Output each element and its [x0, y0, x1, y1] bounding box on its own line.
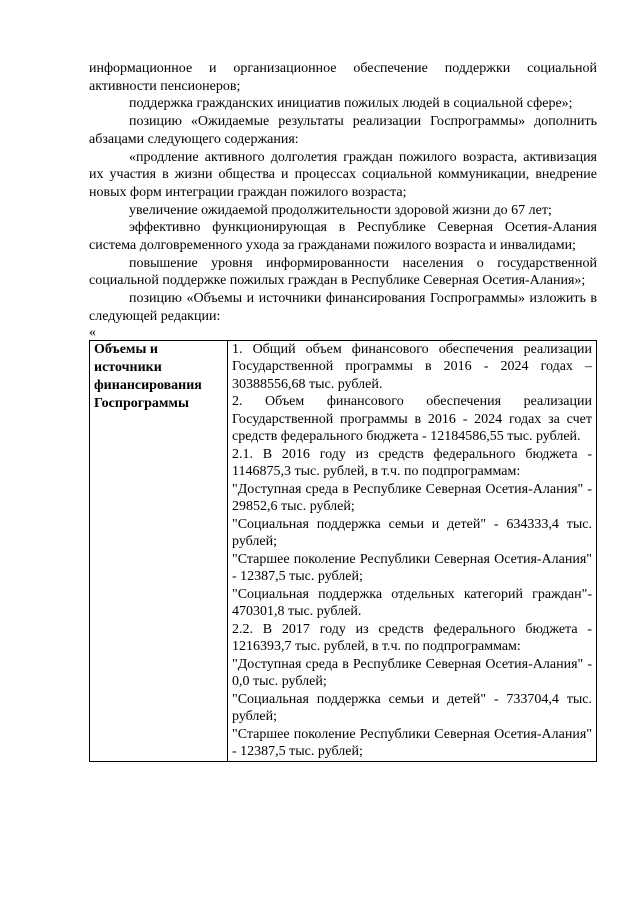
- paragraph: увеличение ожидаемой продолжительности здоровой жизни до 67 лет;: [129, 202, 552, 218]
- financing-table: [89, 340, 597, 762]
- list-item: "Старшее поколение Республики Северная Осетия-Алания" - 12387,5 тыс. рублей;: [232, 726, 592, 760]
- paragraph: позицию «Ожидаемые результаты реализации Госпрограммы» дополнить абзацами следующего содержания:: [89, 114, 597, 147]
- list-item: "Доступная среда в Республике Северная Осетия-Алания" - 29852,6 тыс. рублей;: [232, 481, 592, 515]
- paragraph: поддержка гражданских инициатив пожилых людей в социальной сфере»;: [129, 96, 573, 112]
- list-item: 1. Общий объем финансового обеспечения реализации Государственной программы в 2016 - 2024 годах – 30388556,68 тыс. рублей.: [232, 341, 592, 392]
- opening-quote-mark: «: [89, 324, 96, 340]
- table-row: [90, 340, 597, 761]
- table-content-cell: [228, 340, 597, 761]
- list-item: "Старшее поколение Республики Северная Осетия-Алания" - 12387,5 тыс. рублей;: [232, 551, 592, 585]
- paragraph: «продление активного долголетия граждан пожилого возраста, активизация их участия в жизни общества и процессах социальной коммуникации, внедрение новых форм интеграции граждан пожилого возраста;: [89, 149, 597, 200]
- paragraph: эффективно функционирующая в Республике Северная Осетия-Алания система долговременного ухода за гражданами пожилого возраста и инвалидами;: [89, 220, 597, 254]
- list-item: "Социальная поддержка семьи и детей" - 634333,4 тыс. рублей;: [232, 516, 592, 550]
- document-body: [89, 60, 597, 762]
- list-item: "Социальная поддержка отдельных категорий граждан"- 470301,8 тыс. рублей.: [232, 586, 592, 620]
- paragraph-continuation: информационное и организационное обеспечение поддержки социальной активности пенсионеров;: [89, 61, 597, 94]
- list-item: "Доступная среда в Республике Северная Осетия-Алания" - 0,0 тыс. рублей;: [232, 656, 592, 690]
- paragraph: повышение уровня информированности населения о государственной социальной поддержке пожилых граждан в Республике Северная Осетия-Алания»;: [89, 255, 597, 289]
- list-item: "Социальная поддержка семьи и детей" - 733704,4 тыс. рублей;: [232, 691, 592, 725]
- list-item: 2. Объем финансового обеспечения реализации Государственной программы в 2016 - 2024 годах за счет средств федерального бюджета - 12184586,55 тыс. рублей.: [232, 394, 592, 445]
- list-item: 2.2. В 2017 году из средств федерального бюджета - 1216393,7 тыс. рублей, в т.ч. по подпрограммам:: [232, 621, 592, 655]
- paragraph: позицию «Объемы и источники финансирования Госпрограммы» изложить в следующей редакции:: [89, 291, 597, 324]
- list-item: 2.1. В 2016 году из средств федерального бюджета - 1146875,3 тыс. рублей, в т.ч. по подпрограммам:: [232, 446, 592, 480]
- table-label-cell: Объемы и источники финансирования Госпрограммы: [90, 340, 228, 761]
